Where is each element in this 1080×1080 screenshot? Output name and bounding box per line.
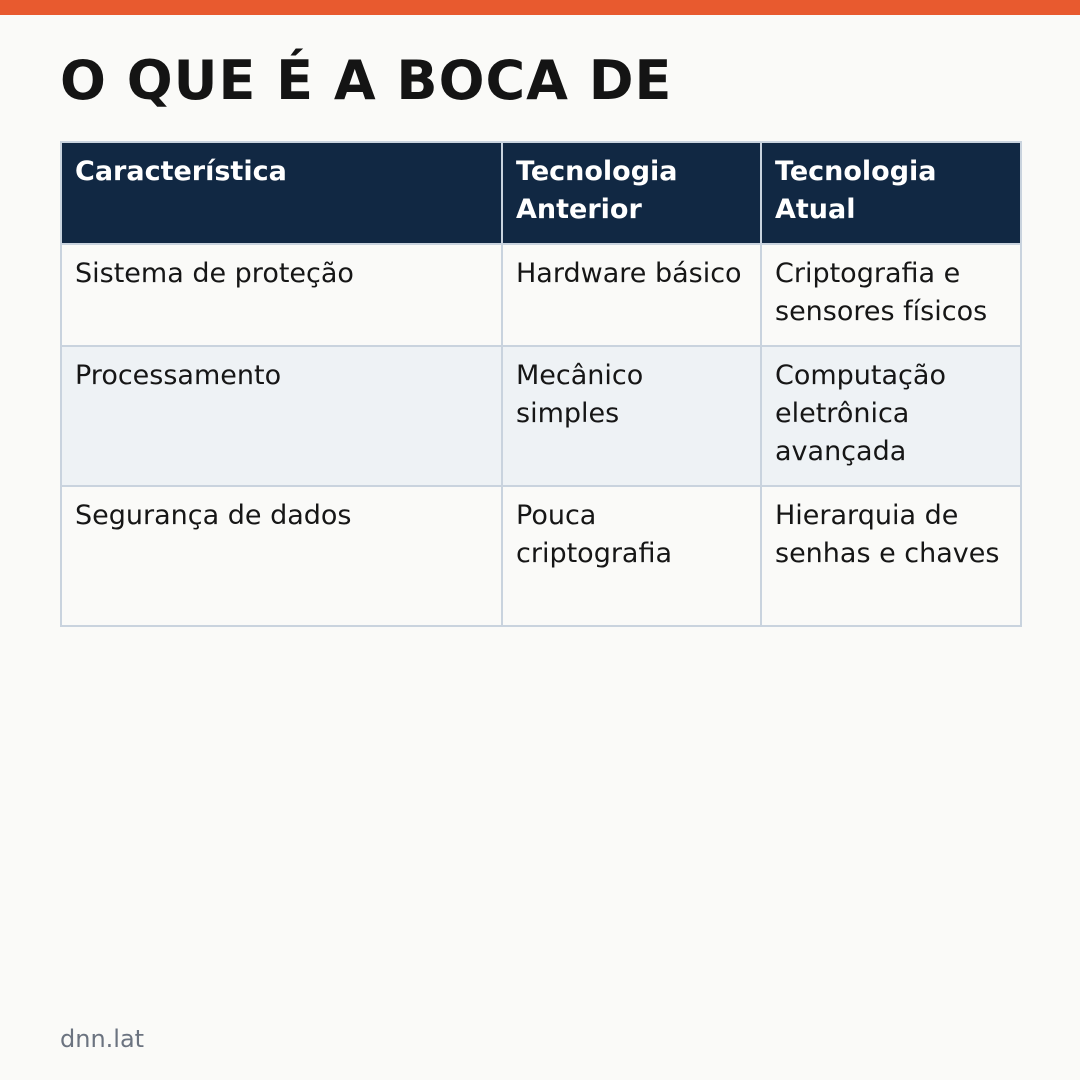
page-title: O QUE É A BOCA DE: [60, 49, 673, 112]
cell-previous-tech: Mecânico simples: [502, 346, 761, 486]
header-tecnologia-atual: Tecnologia Atual: [761, 142, 1021, 244]
header-caracteristica: Característica: [61, 142, 502, 244]
comparison-table-container: [60, 141, 1020, 627]
cell-current-tech: Computação eletrônica avançada: [761, 346, 1021, 486]
cell-feature: Processamento: [61, 346, 502, 486]
cell-current-tech: Hierarquia de senhas e chaves: [761, 486, 1021, 626]
comparison-table: [60, 141, 1022, 627]
cell-feature: Segurança de dados: [61, 486, 502, 626]
cell-previous-tech: Pouca criptografia: [502, 486, 761, 626]
table-row: [61, 486, 1021, 626]
table-header-row: [61, 142, 1021, 244]
cell-current-tech: Criptografia e sensores físicos: [761, 244, 1021, 346]
cell-previous-tech: Hardware básico: [502, 244, 761, 346]
header-tecnologia-anterior: Tecnologia Anterior: [502, 142, 761, 244]
accent-top-bar: [0, 0, 1080, 15]
table-row: [61, 346, 1021, 486]
cell-feature: Sistema de proteção: [61, 244, 502, 346]
footer-site-label: dnn.lat: [60, 1025, 145, 1053]
table-row: [61, 244, 1021, 346]
